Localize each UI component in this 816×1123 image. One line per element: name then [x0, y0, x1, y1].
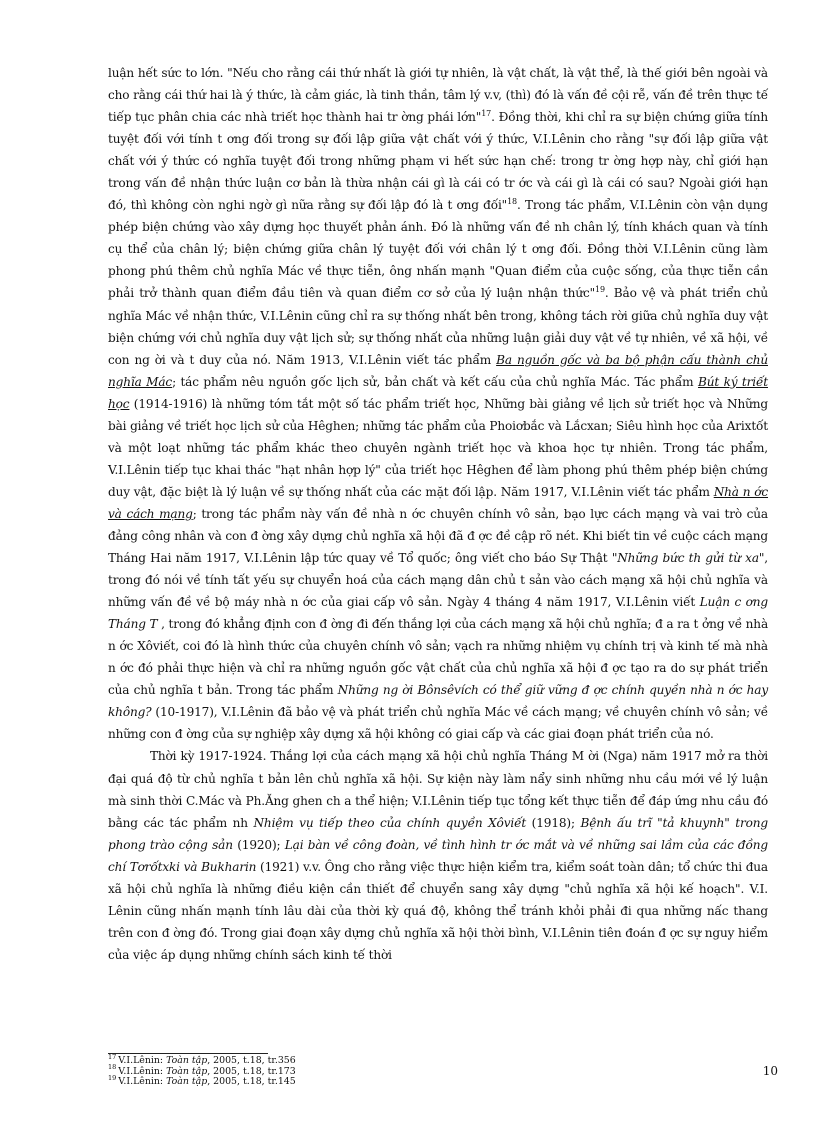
footnotes: [108, 1052, 508, 1088]
footnote-details: , 2005, t.18, tr.145: [207, 1076, 296, 1088]
work-title-underlined: Ba nguồn gốc và ba bộ phận cấu thành chủ nghĩa Mác: [108, 352, 768, 389]
work-title: Những ng ời Bônsêvích có thể giữ vững đ ợc chính quyền nhà n ớc hay không?: [108, 683, 769, 720]
text-run: . Trong tác phẩm, V.I.Lênin còn vận dụng phép biện chứng vào xây dựng học thuyết phản ánh. Đó là những vấn đề nh chân lý, tính khách quan và tính cụ thể của chân lý; biện chứng giữa chân lý tuyệt đối với chân lý t ơng đối. Đồng thời V.I.Lênin cũng làm phong phú thêm chủ nghĩa Mác về thực tiễn, ông nhấn mạnh "Quan điểm của cuộc sống, của thực tiễn cần phải trở thành quan điểm đầu tiên và quan điểm cơ sở của lý luận nhận thức": [108, 198, 768, 301]
work-title: Nhiệm vụ tiếp theo của chính quyền Xôviết: [253, 815, 527, 830]
text-run: (1920);: [232, 837, 285, 852]
footnote-number: 19: [108, 1074, 117, 1083]
work-title-underlined: Bút ký triết học: [108, 374, 768, 411]
paragraph-2: [108, 745, 768, 965]
text-run: (10-1917), V.I.Lênin đã bảo vệ và phát triển chủ nghĩa Mác về cách mạng; về chuyên chính vô sản; về những con đ ờng của sự nghiệp xây dựng xã hội không có giai cấp và các giai đoạn phát triển của nó.: [108, 705, 768, 742]
text-run: ; tác phẩm nêu nguồn gốc lịch sử, bản chất và kết cấu của chủ nghĩa Mác. Tác phẩm: [172, 374, 698, 389]
work-title: Lại bàn về công đoàn, về tình hình tr ớc mắt và về những sai lầm của các đồng chí Tơrốtxki và Bukharin: [108, 837, 768, 874]
footnote-author: V.I.Lênin:: [118, 1065, 167, 1077]
text-run: (1914-1916) là những tóm tắt một số tác phẩm triết học, Những bài giảng về lịch sử triết học và Những bài giảng về triết học lịch sử của Hêghen; những tác phẩm của Phoiơbắc và Lắcxan; Siêu hình học của Arixtốt và một loạt những tác phẩm khác theo chuyên ngành triết học và khoa học tự nhiên. Trong tác phẩm, V.I.Lênin tiếp tục khai thác "hạt nhân hợp lý" của triết học Hêghen để làm phong phú thêm phép biện chứng duy vật, đặc biệt là lý luận về sự thống nhất của các mặt đối lập. Năm 1917, V.I.Lênin viết tác phẩm: [108, 396, 768, 499]
work-title: Luận c ơng Tháng T: [108, 595, 768, 632]
footnote-details: , 2005, t.18, tr.173: [207, 1065, 296, 1077]
footnote-number: 18: [108, 1063, 117, 1072]
text-run: luận hết sức to lớn. "Nếu cho rằng cái thứ nhất là giới tự nhiên, là vật chất, là vật thể, là thế giới bên ngoài và cho rằng cái thứ hai là ý thức, là cảm giác, là tinh thần, tâm lý v.v, (thì) đó là vấn đề cội rễ, vấn đề trên thực tế tiếp tục phân chia các nhà triết học thành hai tr ờng phái lớn": [108, 66, 768, 125]
footnote-work: Toàn tập: [166, 1055, 208, 1066]
footnote-details: , 2005, t.18, tr.356: [207, 1055, 296, 1066]
footnote-work: Toàn tập: [166, 1065, 208, 1077]
footnote-ref-19: 19: [595, 285, 605, 295]
footnote-number: 17: [108, 1052, 117, 1061]
text-run: ; trong tác phẩm này vấn đề nhà n ớc chuyên chính vô sản, bạo lực cách mạng và vai trò của đảng công nhân và con đ ờng xây dựng chủ nghĩa xã hội đã đ ợc đề cập rõ nét. Khi biết tin về cuộc cách mạng Tháng Hai năm 1917, V.I.Lênin lập tức quay về Tổ quốc; ông viết cho báo Sự Thật ": [108, 506, 768, 566]
body-text: [108, 62, 768, 966]
text-run: (1921) v.v. Ông cho rằng việc thực hiện kiểm tra, kiểm soát toàn dân; tổ chức thi đua xã hội chủ nghĩa là những điều kiện cần thiết để chuyển sang xây dựng "chủ nghĩa xã hội kế hoạch". V.I. Lênin cũng nhấn mạnh tính lâu dài của thời kỳ quá độ, không thể tránh khỏi phải đi qua những nấc thang trên con đ ờng đó. Trong giai đoạn xây dựng chủ nghĩa xã hội thời bình, V.I.Lênin tiên đoán đ ợc sự nguy hiểm của việc áp dụng những chính sách kinh tế thời: [108, 859, 768, 962]
footnote-separator: [108, 1053, 268, 1054]
footnote-ref-17: 17: [481, 109, 492, 119]
footnote-ref-18: 18: [507, 197, 517, 207]
work-title-underlined: Nhà n ớc và cách mạng: [108, 484, 769, 521]
text-run: . Bảo vệ và phát triển chủ nghĩa Mác về nhận thức, V.I.Lênin cũng chỉ ra sự thống nhất bên trong, không tách rời giữa chủ nghĩa duy vật biện chứng với chủ nghĩa duy vật lịch sử; sự thống nhất của những luận giải duy vật về tự nhiên, về xã hội, về con ng ời và t duy của nó. Năm 1913, V.I.Lênin viết tác phẩm: [108, 286, 768, 367]
text-run: ", trong đó nói về tính tất yếu sự chuyển hoá của cách mạng dân chủ t sản vào cách mạng xã hội chủ nghĩa và những vấn đề về bộ máy nhà n ớc của giai cấp vô sản. Ngày 4 tháng 4 năm 1917, V.I.Lênin viết: [108, 551, 768, 610]
text-run: , trong đó khẳng định con đ ờng đi đến thắng lợi của cách mạng xã hội chủ nghĩa; đ a ra t ởng về nhà n ớc Xôviết, coi đó là hình thức của chuyên chính vô sản; vạch ra những nhiệm vụ chính trị và kinh tế mà nhà n ớc đó phải thực hiện và chỉ ra những nguồn gốc vật chất của chủ nghĩa xã hội đ ợc tạo ra do sự phát triển của chủ nghĩa t bản. Trong tác phẩm: [108, 617, 769, 698]
page-number: 10: [762, 1064, 778, 1078]
footnote-19: [108, 1074, 508, 1088]
text-run: Thời kỳ 1917-1924. Thắng lợi của cách mạng xã hội chủ nghĩa Tháng M ời (Nga) năm 1917 mở ra thời đại quá độ từ chủ nghĩa t bản lên chủ nghĩa xã hội. Sự kiện này làm nẩy sinh những nhu cầu mới về lý luận mà sinh thời C.Mác và Ph.Ăng ghen ch a thể hiện; V.I.Lênin tiếp tục tổng kết thực tiễn để đáp ứng nhu cầu đó bằng các tác phẩm nh: [108, 749, 768, 830]
footnote-work: Toàn tập: [166, 1076, 208, 1088]
footnote-author: V.I.Lênin:: [118, 1055, 167, 1066]
text-run: (1918);: [526, 815, 581, 830]
work-title: Những bức th gửi từ xa: [617, 551, 759, 566]
footnote-author: V.I.Lênin:: [118, 1076, 167, 1088]
work-title: Bệnh ấu trĩ "tả khuynh" trong phong trào cộng sản: [108, 815, 768, 852]
paragraph-1: [108, 62, 768, 745]
text-run: . Đồng thời, khi chỉ ra sự biện chứng giữa tính tuyệt đối với tính t ơng đối trong sự đối lập giữa vật chất với ý thức, V.I.Lênin cho rằng "sự đối lập giữa vật chất với ý thức có nghĩa tuyệt đối trong những phạm vi hết sức hạn chế: trong tr ờng hợp này, chỉ giới hạn trong vấn đề nhận thức luận cơ bản là thừa nhận cái gì là cái có tr ớc và cái gì là cái có sau? Ngoài giới hạn đó, thì không còn nghi ngờ gì nữa rằng sự đối lập đó là t ơng đối": [108, 110, 769, 213]
